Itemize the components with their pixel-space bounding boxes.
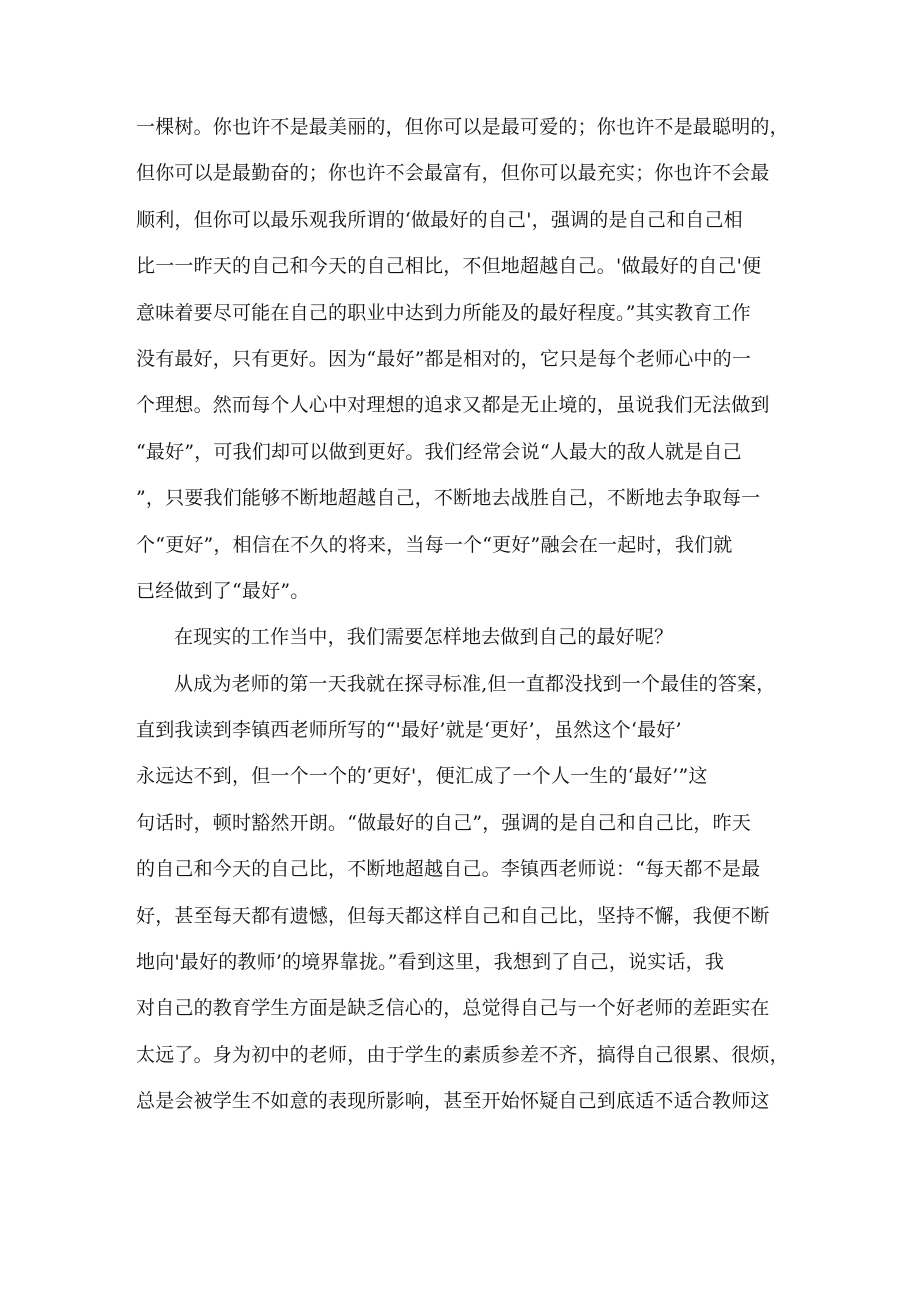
text-line-19: 地向'最好的教师’的境界靠拢。”看到这里，我想到了自己，说实话，我: [136, 951, 725, 974]
text-line-5: 意味着要尽可能在自己的职业中达到力所能及的最好程度。”其实教育工作: [136, 301, 751, 324]
text-line-6: 没有最好，只有更好。因为“最好”都是相对的，它只是每个老师心中的一: [136, 347, 752, 370]
text-line-10: 个“更好”，相信在不久的将来，当每一个“更好”融会在一起时，我们就: [136, 533, 733, 556]
text-line-17: 的自己和今天的自己比，不断地超越自己。李镇西老师说：“每天都不是最: [136, 858, 761, 881]
text-line-4: 比一一昨天的自己和今天的自己相比，不但地超越自己。'做最好的自己'便: [136, 255, 762, 278]
text-line-11: 已经做到了“最好”。: [136, 579, 310, 602]
text-line-9: ”，只要我们能够不断地超越自己，不断地去战胜自己，不断地去争取每一: [136, 487, 761, 510]
text-line-2: 但你可以是最勤奋的；你也许不会最富有，但你可以最充实；你也许不会最: [136, 162, 770, 185]
text-line-8: “最好”，可我们却可以做到更好。我们经常会说“人最大的敌人就是自己: [136, 440, 742, 463]
text-line-21: 太远了。身为初中的老师，由于学生的素质参差不齐，搞得自己很累、很烦，: [136, 1043, 789, 1066]
text-line-3: 顺利，但你可以最乐观我所谓的‘做最好的自己'，强调的是自己和自己相: [136, 208, 743, 231]
paragraph-question-line: 在现实的工作当中，我们需要怎样地去做到自己的最好呢？: [174, 626, 674, 649]
text-line-13: 从成为老师的第一天我就在探寻标准,但一直都没找到一个最佳的答案，: [174, 672, 776, 695]
text-line-20: 对自己的教育学生方面是缺乏信心的，总觉得自己与一个好老师的差距实在: [136, 997, 770, 1020]
text-line-15: 永远达不到，但一个一个的‘更好'，便汇成了一个人一生的‘最好’”这: [136, 765, 708, 788]
text-line-1: 一棵树。你也许不是最美丽的，但你可以是最可爱的；你也许不是最聪明的，: [136, 116, 789, 138]
text-line-16: 句话时，顿时豁然开朗。“做最好的自己”，强调的是自己和自己比，昨天: [136, 811, 752, 834]
text-line-18: 好，甚至每天都有遗憾，但每天都这样自己和自己比，坚持不懈，我便不断: [136, 904, 770, 927]
text-line-22: 总是会被学生不如意的表现所影响，甚至开始怀疑自己到底适不适合教师这: [136, 1090, 770, 1113]
body-text: [136, 104, 800, 1125]
text-line-7: 个理想。然而每个人心中对理想的追求又都是无止境的，虽说我们无法做到: [136, 394, 770, 417]
text-line-14: 直到我读到李镇西老师所写的“'最好’就是‘更好’，虽然这个‘最好’: [136, 719, 682, 742]
